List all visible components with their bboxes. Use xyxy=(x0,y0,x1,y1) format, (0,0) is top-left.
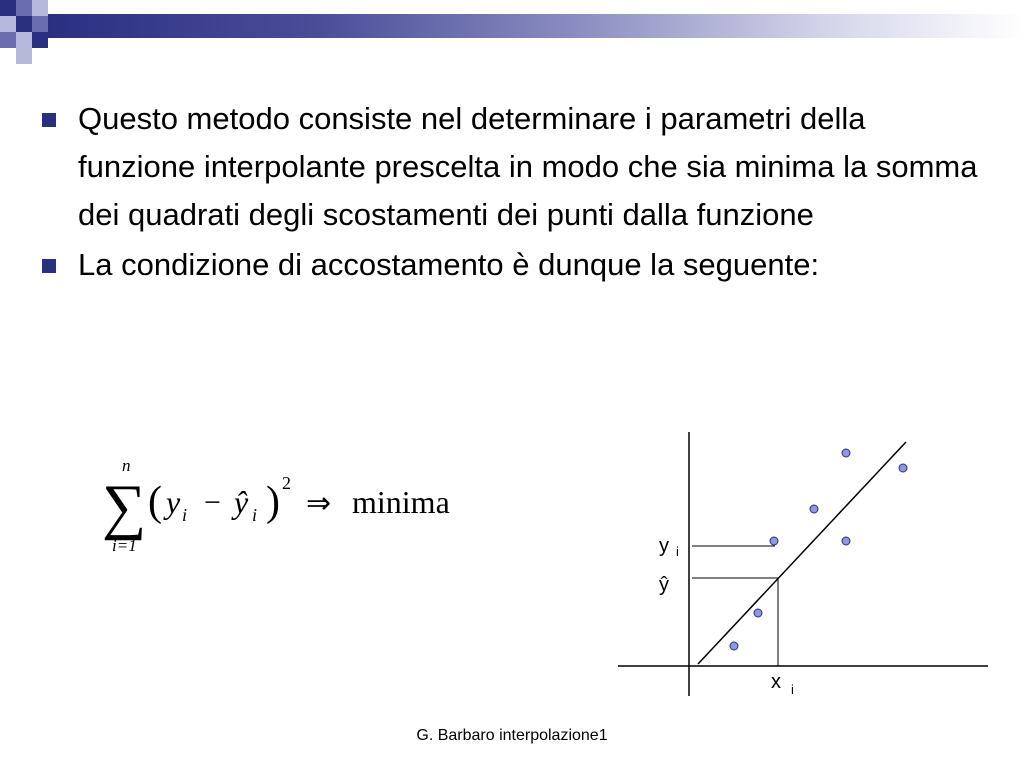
least-squares-formula xyxy=(100,455,500,565)
minus-sign: − xyxy=(204,486,221,519)
implies-arrow: ⇒ xyxy=(306,487,332,520)
term-y-subscript: i xyxy=(182,505,188,525)
regression-line xyxy=(698,442,906,664)
label-yi-subscript: i xyxy=(676,544,679,559)
data-point xyxy=(899,464,907,472)
regression-diagram xyxy=(612,428,992,700)
formula-result: minima xyxy=(352,484,450,520)
term-yhat-subscript: i xyxy=(252,505,258,525)
open-paren: ( xyxy=(148,479,162,525)
bullet-square-icon xyxy=(42,113,56,127)
exponent: 2 xyxy=(282,473,291,493)
data-point xyxy=(842,449,850,457)
sum-lower-limit: i=1 xyxy=(112,536,137,555)
bullet-square-icon xyxy=(42,259,56,273)
label-xi: x xyxy=(771,671,781,693)
header-gradient-bar xyxy=(48,14,1024,38)
label-xi-subscript: i xyxy=(791,682,794,697)
bullet-text: Questo metodo consiste nel determinare i parametri della funzione interpolante prescelta in modo che sia minima la somma dei quadrati degli scostamenti dei punti dalla funzione xyxy=(78,101,978,232)
label-yi: y xyxy=(659,535,669,557)
bullet-text: La condizione di accostamento è dunque la seguente: xyxy=(78,247,820,282)
data-point xyxy=(770,537,778,545)
summation-symbol: ∑ xyxy=(102,473,147,541)
footer-text: G. Barbaro interpolazione1 xyxy=(416,727,608,744)
term-yhat: ŷ xyxy=(234,484,249,520)
data-point xyxy=(754,609,762,617)
close-paren: ) xyxy=(266,479,280,525)
term-y: y xyxy=(166,484,181,520)
bullet-list xyxy=(40,95,980,291)
bullet-item xyxy=(40,241,980,289)
data-point xyxy=(842,537,850,545)
bullet-item xyxy=(40,95,980,239)
data-point xyxy=(810,505,818,513)
data-point xyxy=(730,642,738,650)
footer xyxy=(0,727,1024,745)
label-yhat: ŷ xyxy=(659,574,669,596)
sum-upper-limit: n xyxy=(122,456,131,475)
